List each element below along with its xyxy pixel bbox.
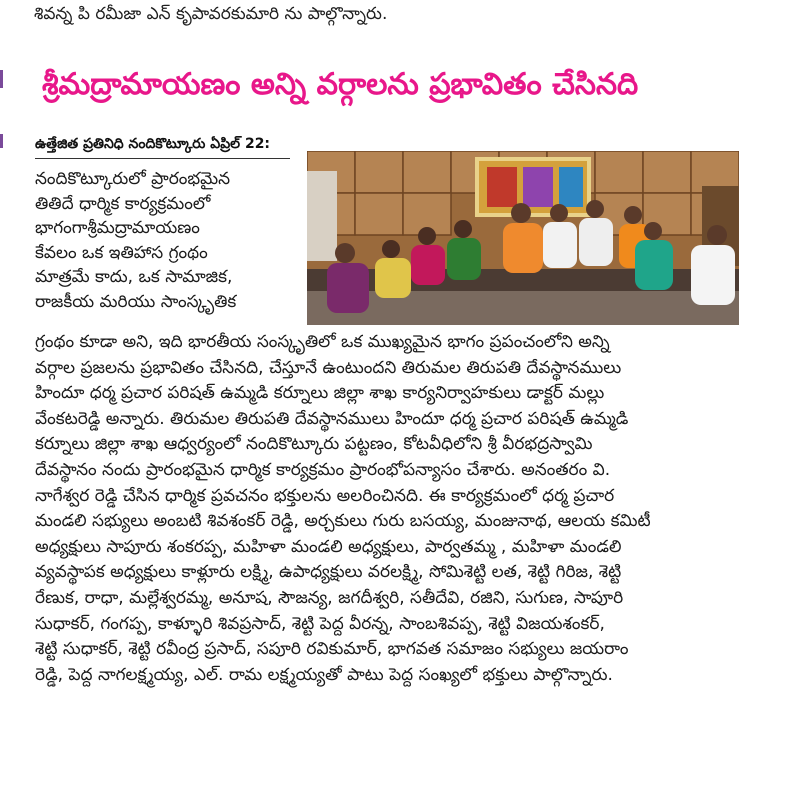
body-line: మాత్రమే కాదు, ఒక సామాజిక, [35, 267, 233, 287]
body-line: వ్యవస్థాపక అధ్యక్షులు కాళ్లూరు లక్ష్మి, ఉపాధ్యక్షులు వరలక్ష్మి, సోమిశెట్టి లత, శెట్టి గిరిజ, శెట్టి [35, 562, 622, 583]
body-line: హిందూ ధర్మ ప్రచార పరిషత్ ఉమ్మడి కర్నూలు జిల్లా శాఖ కార్యనిర్వాహకులు డాక్టర్ మల్లు [35, 383, 605, 404]
body-line: దేవస్థానం నందు ప్రారంభమైన ధార్మిక కార్యక్రమం ప్రారంభోపన్యాసం చేశారు. అనంతరం వి. [35, 459, 611, 480]
dateline-underline [35, 158, 290, 159]
body-line: భాగంగాశ్రీమద్రామాయణం [35, 218, 200, 238]
article-body [35, 330, 745, 688]
body-line: తితిదే ధార్మిక కార్యక్రమంలో [35, 193, 211, 214]
body-line: వేంకటరెడ్డి అన్నారు. తిరుమల తిరుపతి దేవస్థానములు హిందూ ధర్మ ప్రచార పరిషత్ ఉమ్మడి [35, 408, 629, 429]
previous-article-snippet [34, 0, 754, 34]
article-dateline: ఉత్తేజిత ప్రతినిధి నందికొట్కూరు ఏప్రిల్ 22: [35, 136, 271, 152]
body-line: అధ్యక్షులు సాపూరు శంకరప్ప, మహిళా మండలి అధ్యక్షులు, పార్వతమ్మ , మహిళా మండలి [35, 536, 622, 557]
left-margin-mark [0, 134, 3, 148]
article-headline: శ్రీమద్రామాయణం అన్ని వర్గాలను ప్రభావితం చేసినది [42, 67, 639, 102]
body-line: గ్రంథం కూడా అని, ఇది భారతీయ సంస్కృతిలో ఒక ముఖ్యమైన భాగం ప్రపంచంలోని అన్ని [35, 332, 610, 352]
body-line: కర్నూలు జిల్లా శాఖ ఆధ్వర్యంలో నందికొట్కూరు పట్టణం, కోటవీధిలోని శ్రీ వీరభద్రస్వామి [35, 434, 593, 455]
body-line: మండలి సభ్యులు అంబటి శివశంకర్ రెడ్డి, అర్చకులు గురు బసయ్య, మంజునాథ, ఆలయ కమిటీ [35, 511, 651, 532]
event-photo [307, 151, 739, 325]
snippet-line: శివన్న పి రమీజా ఎన్ కృపావరకుమారి ను పాల్గొన్నారు. [34, 4, 388, 24]
left-margin-mark [0, 70, 3, 88]
body-line: రాజకీయ మరియు సాంస్కృతిక [35, 291, 237, 312]
article-body-wrapped [35, 167, 303, 314]
body-line: రెడ్డి, పెద్ద నాగలక్ష్మయ్య, ఎల్. రామ లక్ష్మయ్యతో పాటు పెద్ద సంఖ్యలో భక్తులు పాల్గొన్నారు. [35, 664, 613, 685]
body-line: నందికొట్కూరులో ప్రారంభమైన [35, 169, 231, 189]
body-line: నాగేశ్వర రెడ్డి చేసిన ధార్మిక ప్రవచనం భక్తులను అలరించినది. ఈ కార్యక్రమంలో ధర్మ ప్రచార [35, 485, 615, 506]
body-line: కేవలం ఒక ఇతిహాస గ్రంథం [35, 242, 208, 263]
body-line: శెట్టి సుధాకర్, శెట్టి రవీంద్ర ప్రసాద్, సపూరి రవికుమార్, భాగవత సమాజం సభ్యులు జయరాం [35, 639, 629, 660]
body-line: రేణుక, రాధా, మల్లేశ్వరమ్మ, అనూష, సౌజన్య, జగదీశ్వరి, సతీదేవి, రజిని, సుగుణ, సాపూరి [35, 587, 624, 608]
body-line: వర్గాల ప్రజలను ప్రభావితం చేసినది, చేస్తూనే ఉంటుందని తిరుమల తిరుపతి దేవస్థానములు [35, 357, 622, 378]
body-line: సుధాకర్, గంగప్ప, కాళ్ళూరి శివప్రసాద్, శెట్టి పెద్ద వీరన్న, సాంబశివప్ప, శెట్టి విజయశంకర్, [35, 613, 605, 634]
